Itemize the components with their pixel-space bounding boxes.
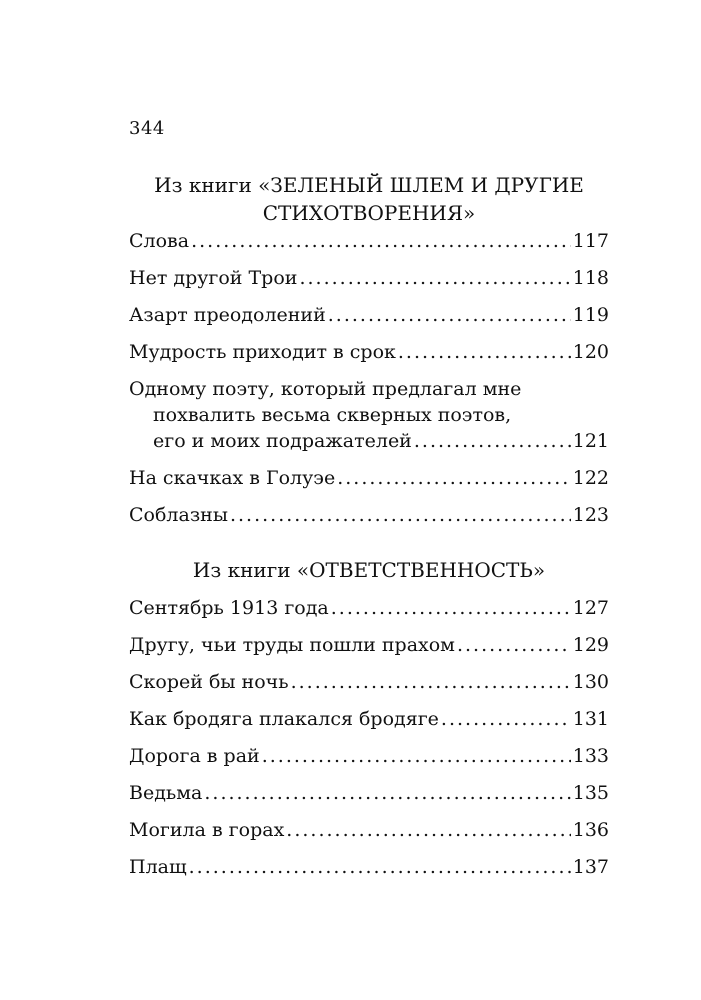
dot-leader (189, 854, 571, 880)
dot-leader (331, 595, 571, 621)
toc-entry-title: Скорей бы ночь (129, 671, 289, 693)
toc-entry-page: 122 (572, 467, 609, 489)
toc-entry-page: 119 (572, 304, 609, 326)
dot-leader (299, 265, 570, 291)
toc-entry-page: 120 (572, 341, 609, 363)
toc-entry-page: 136 (572, 819, 609, 841)
toc-entry-page: 135 (572, 782, 609, 804)
toc-entry-page: 137 (572, 856, 609, 878)
dot-leader (398, 339, 571, 365)
toc-entry (129, 595, 609, 632)
toc-entry-title: Мудрость приходит в срок (129, 341, 396, 363)
dot-leader (457, 632, 571, 658)
toc-entry-page: 117 (572, 230, 609, 252)
toc-entry-title: Нет другой Трои (129, 267, 298, 289)
toc-entry-title: Могила в горах (129, 819, 285, 841)
toc-list (129, 595, 609, 891)
toc-entry-title: Азарт преодолений (129, 304, 326, 326)
toc-entry-title-line: его и моих подражателей (153, 430, 412, 452)
dot-leader (291, 669, 571, 695)
dot-leader (204, 780, 570, 806)
toc-entry-page: 118 (572, 267, 609, 289)
toc-entry (129, 780, 609, 817)
dot-leader (328, 302, 571, 328)
toc-entry (129, 265, 609, 302)
dot-leader (441, 706, 571, 732)
toc-entry-page: 123 (572, 504, 609, 526)
toc-entry-title-line: похвалить весьма скверных поэтов, (153, 404, 512, 426)
toc-entry (129, 465, 609, 502)
toc-entry (129, 817, 609, 854)
toc-entry (129, 302, 609, 339)
toc-entry-page: 130 (572, 671, 609, 693)
toc-entry-page: 121 (572, 430, 609, 452)
toc-entry (129, 854, 609, 891)
section-title-line: Из книги «ОТВЕТСТВЕННОСТЬ» (192, 558, 546, 582)
toc-entry-title: Дорога в рай (129, 745, 260, 767)
toc-entry-title-line: Одному поэту, который предлагал мне (129, 378, 522, 400)
dot-leader (230, 502, 571, 528)
toc-entry (129, 743, 609, 780)
toc-entry-page: 127 (572, 597, 609, 619)
toc-entry-title: Плащ (129, 856, 187, 878)
section-title-green-helmet (129, 171, 609, 227)
toc-list (129, 228, 609, 539)
dot-leader (262, 743, 571, 769)
toc-entry (129, 706, 609, 743)
toc-entry (129, 669, 609, 706)
dot-leader (191, 228, 571, 254)
section-title-responsibilities (129, 556, 609, 584)
dot-leader (414, 428, 571, 454)
toc-entry-title: Соблазны (129, 504, 228, 526)
toc-entry (129, 228, 609, 265)
toc-entry-page: 131 (572, 708, 609, 730)
dot-leader (286, 817, 570, 843)
toc-entry (129, 339, 609, 376)
toc-entry-title: Другу, чьи труды пошли прахом (129, 634, 455, 656)
dot-leader (337, 465, 571, 491)
page-number: 344 (129, 118, 165, 139)
toc-entry-title: Сентябрь 1913 года (129, 597, 329, 619)
section-title-line: СТИХОТВОРЕНИЯ» (262, 201, 476, 225)
toc-entry-title: Как бродяга плакался бродяге (129, 708, 439, 730)
toc-entry-page: 129 (572, 634, 609, 656)
toc-entry-title: На скачках в Голуэе (129, 467, 336, 489)
toc-entry (129, 632, 609, 669)
toc-entry-multiline (129, 376, 609, 465)
toc-entry (129, 502, 609, 539)
toc-entry-title: Ведьма (129, 782, 203, 804)
toc-entry-title: Слова (129, 230, 190, 252)
toc-entry-page: 133 (572, 745, 609, 767)
section-title-line: Из книги «ЗЕЛЕНЫЙ ШЛЕМ И ДРУГИЕ (154, 173, 584, 197)
